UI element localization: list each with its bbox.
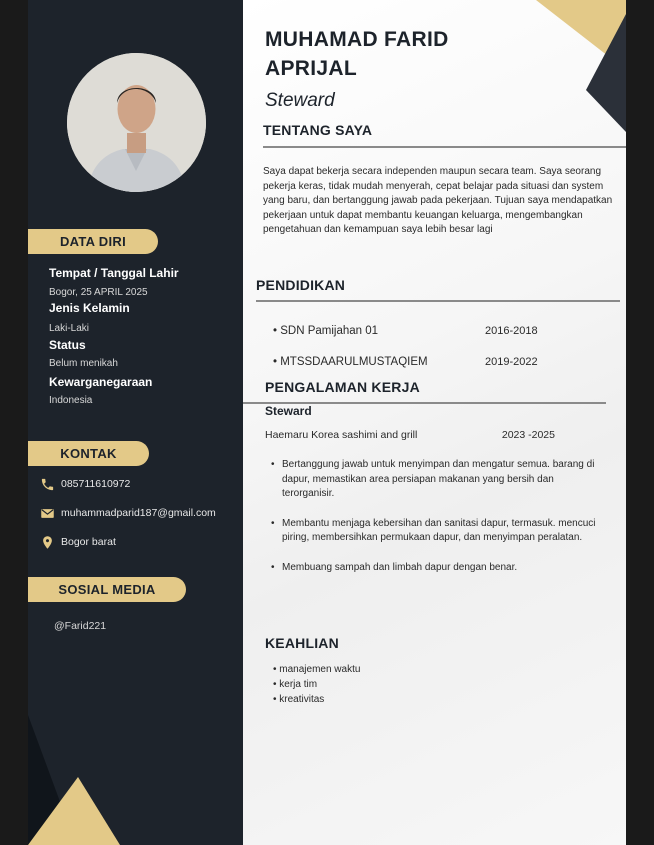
birth-label: Tempat / Tanggal Lahir [49, 266, 179, 280]
kontak-heading: KONTAK [28, 441, 149, 466]
skill-item: • kreativitas [273, 692, 360, 707]
about-text: Saya dapat bekerja secara independen maupun secara team. Saya seorang pekerja keras, tidak mudah menyerah, cepat belajar pada situasi dan system yang baru, dan bertanggung jawab pada pekerjaan. Tujuan saya mendapatkan pekerjaan untuk dapat membantu keuangan keluarga, mengembangkan pengetahuan dan kemampuan saya lebih besar lagi [263, 166, 613, 235]
nationality-label: Kewarganegaraan [49, 375, 153, 389]
social-handle[interactable]: @Farid221 [54, 620, 107, 632]
profile-photo [67, 53, 206, 192]
location-value: Bogor barat [61, 536, 116, 548]
contact-location[interactable] [39, 534, 116, 550]
skills-heading: KEAHLIAN [265, 635, 339, 651]
location-pin-icon [39, 534, 55, 550]
birth-value: Bogor, 25 APRIL 2025 [49, 287, 148, 298]
job-company-row [265, 429, 555, 441]
job-title: Steward [265, 404, 312, 418]
contact-email[interactable] [39, 505, 216, 521]
experience-heading: PENGALAMAN KERJA [265, 379, 420, 395]
phone-icon [39, 476, 55, 492]
name-line-2: APRIJAL [265, 57, 357, 80]
mail-icon [39, 505, 55, 521]
sidebar-corner-decoration [28, 705, 243, 845]
skill-item: • kerja tim [273, 677, 360, 692]
sidebar [28, 0, 243, 845]
name-line-1: MUHAMAD FARID [265, 28, 449, 51]
education-school: • SDN Pamijahan 01 [273, 325, 379, 337]
gender-value: Laki-Laki [49, 323, 90, 334]
job-duties [269, 458, 599, 590]
duty-item: • Bertanggung jawab untuk menyimpan dan mengatur semua. barang di dapur, memastikan area persiapan makanan yang bersih dan terorganisir. [269, 458, 599, 502]
job-company: Haemaru Korea sashimi and grill [265, 429, 418, 441]
job-period: 2023 -2025 [501, 429, 555, 441]
data-diri-heading: DATA DIRI [28, 229, 158, 254]
main-content [243, 0, 626, 845]
status-label: Status [49, 338, 86, 352]
email-value: muhammadparid187@gmail.com [61, 507, 216, 519]
phone-value: 085711610972 [61, 478, 131, 490]
education-divider [256, 300, 620, 302]
education-heading: PENDIDIKAN [256, 277, 346, 293]
skill-item: • manajemen waktu [273, 662, 360, 677]
nationality-value: Indonesia [49, 395, 93, 406]
duty-item: • Membantu menjaga kebersihan dan sanitasi dapur, termasuk. mencuci piring, membersihkan permukaan dapur, dan menyimpan peralatan. [269, 517, 599, 546]
education-item [273, 356, 553, 368]
status-value: Belum menikah [49, 358, 118, 369]
education-item [273, 325, 553, 337]
education-years: 2019-2022 [485, 356, 538, 368]
about-heading: TENTANG SAYA [263, 122, 373, 138]
person-name [265, 25, 449, 83]
contact-phone[interactable] [39, 476, 130, 492]
top-corner-decoration [536, 0, 626, 140]
job-role: Steward [265, 90, 335, 111]
education-years: 2016-2018 [485, 325, 538, 337]
duty-item: • Membuang sampah dan limbah dapur dengan benar. [269, 561, 599, 576]
gender-label: Jenis Kelamin [49, 301, 130, 315]
skills-list [273, 662, 360, 707]
education-school: • MTSSDAARULMUSTAQIEM [273, 356, 428, 368]
about-divider [263, 146, 626, 148]
sosial-media-heading: SOSIAL MEDIA [28, 577, 186, 602]
resume-page [28, 0, 626, 845]
